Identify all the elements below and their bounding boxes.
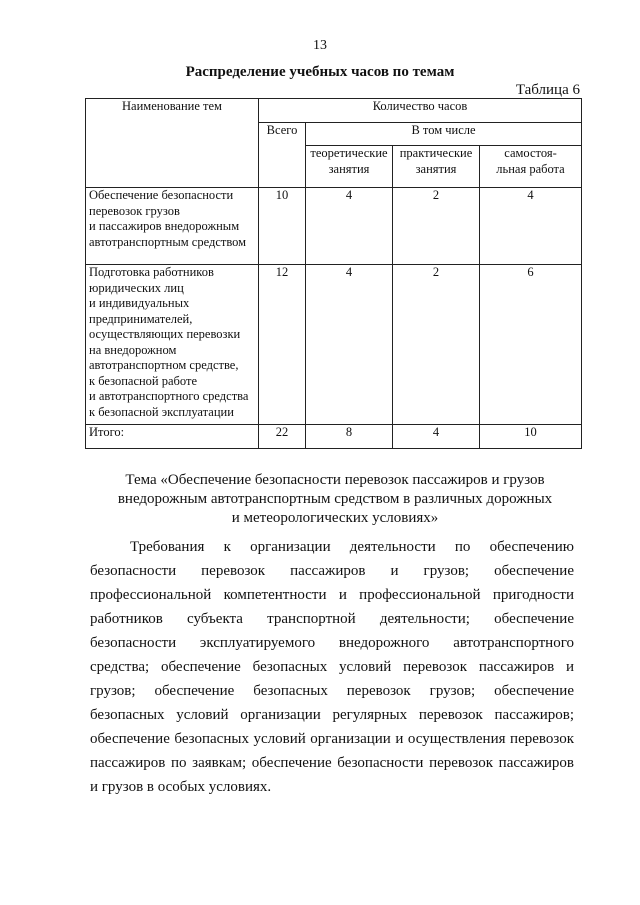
- header-self-line-1: самостоя-: [504, 146, 557, 160]
- row-self: 4: [480, 188, 582, 265]
- table-label: Таблица 6: [515, 82, 580, 98]
- row-name-line: и автотранспортного средства: [89, 389, 249, 403]
- header-hours-count: Количество часов: [259, 99, 582, 123]
- header-theory: теоретические занятия: [306, 146, 393, 188]
- row-topic-name: [86, 188, 259, 265]
- table-row: [86, 265, 582, 425]
- total-practice: 4: [393, 425, 480, 449]
- row-name-line: к безопасной эксплуатации: [89, 404, 234, 419]
- header-row-1: [86, 99, 582, 123]
- document-title: Распределение учебных часов по темам: [185, 64, 455, 80]
- row-topic-name: [86, 265, 259, 425]
- row-total: 10: [259, 188, 306, 265]
- table-row: [86, 188, 582, 265]
- section-body-paragraph: Требования к организации деятельности по обеспечению безопасности перевозок пассажиров и грузов; обеспечение профессиональной компетентности и профессиональной пригодности работников субъекта транспортной деятельности; обеспечение безопасности эксплуатируемого внедорожного автотранспортного средства; обеспечение безопасных условий перевозок пассажиров и грузов; обеспечение безопасных перевозок грузов; обеспечение безопасных условий организации регулярных перевозок пассажиров; обеспечение безопасных условий организации и осуществления перевозок пассажиров по заявкам; обеспечение безопасности перевозок пассажиров и грузов в особых условиях.: [90, 539, 574, 795]
- total-self: 10: [480, 425, 582, 449]
- row-name-line: Подготовка работников: [89, 265, 214, 279]
- header-practice: практические занятия: [393, 146, 480, 188]
- row-name-line: к безопасной работе: [89, 373, 198, 388]
- total-theory: 8: [306, 425, 393, 449]
- section-title-line: внедорожным автотранспортным средством в различных дорожных: [117, 491, 553, 507]
- row-self: 6: [480, 265, 582, 425]
- header-topic-name: Наименование тем: [86, 99, 259, 188]
- header-self-line-2: льная работа: [496, 161, 565, 176]
- total-all: 22: [259, 425, 306, 449]
- header-self-work: [480, 146, 582, 188]
- row-name-line: осуществляющих перевозки: [89, 327, 241, 341]
- row-name-line: перевозок грузов: [89, 203, 180, 218]
- row-practice: 2: [393, 265, 480, 425]
- header-including: В том числе: [306, 123, 582, 146]
- row-name-line: предпринимателей,: [89, 311, 193, 326]
- row-name-line: автотранспортным средством: [89, 234, 247, 249]
- page-number: 13: [313, 38, 327, 53]
- row-name-line: и индивидуальных: [89, 296, 190, 310]
- row-name-line: и пассажиров внедорожным: [89, 219, 240, 233]
- row-name-line: автотранспортном средстве,: [89, 358, 239, 372]
- row-practice: 2: [393, 188, 480, 265]
- section-title: [90, 471, 580, 528]
- row-name-line: Обеспечение безопасности: [89, 188, 234, 202]
- total-label: Итого:: [86, 425, 259, 449]
- section-title-line: и метеорологических условиях»: [231, 510, 439, 526]
- row-total: 12: [259, 265, 306, 425]
- hours-table: [85, 98, 582, 449]
- row-theory: 4: [306, 265, 393, 425]
- row-theory: 4: [306, 188, 393, 265]
- row-name-line: на внедорожном: [89, 342, 177, 357]
- header-total: Всего: [259, 123, 306, 188]
- row-name-line: юридических лиц: [89, 280, 184, 295]
- total-row: [86, 425, 582, 449]
- section-title-line: Тема «Обеспечение безопасности перевозок пассажиров и грузов: [125, 472, 545, 488]
